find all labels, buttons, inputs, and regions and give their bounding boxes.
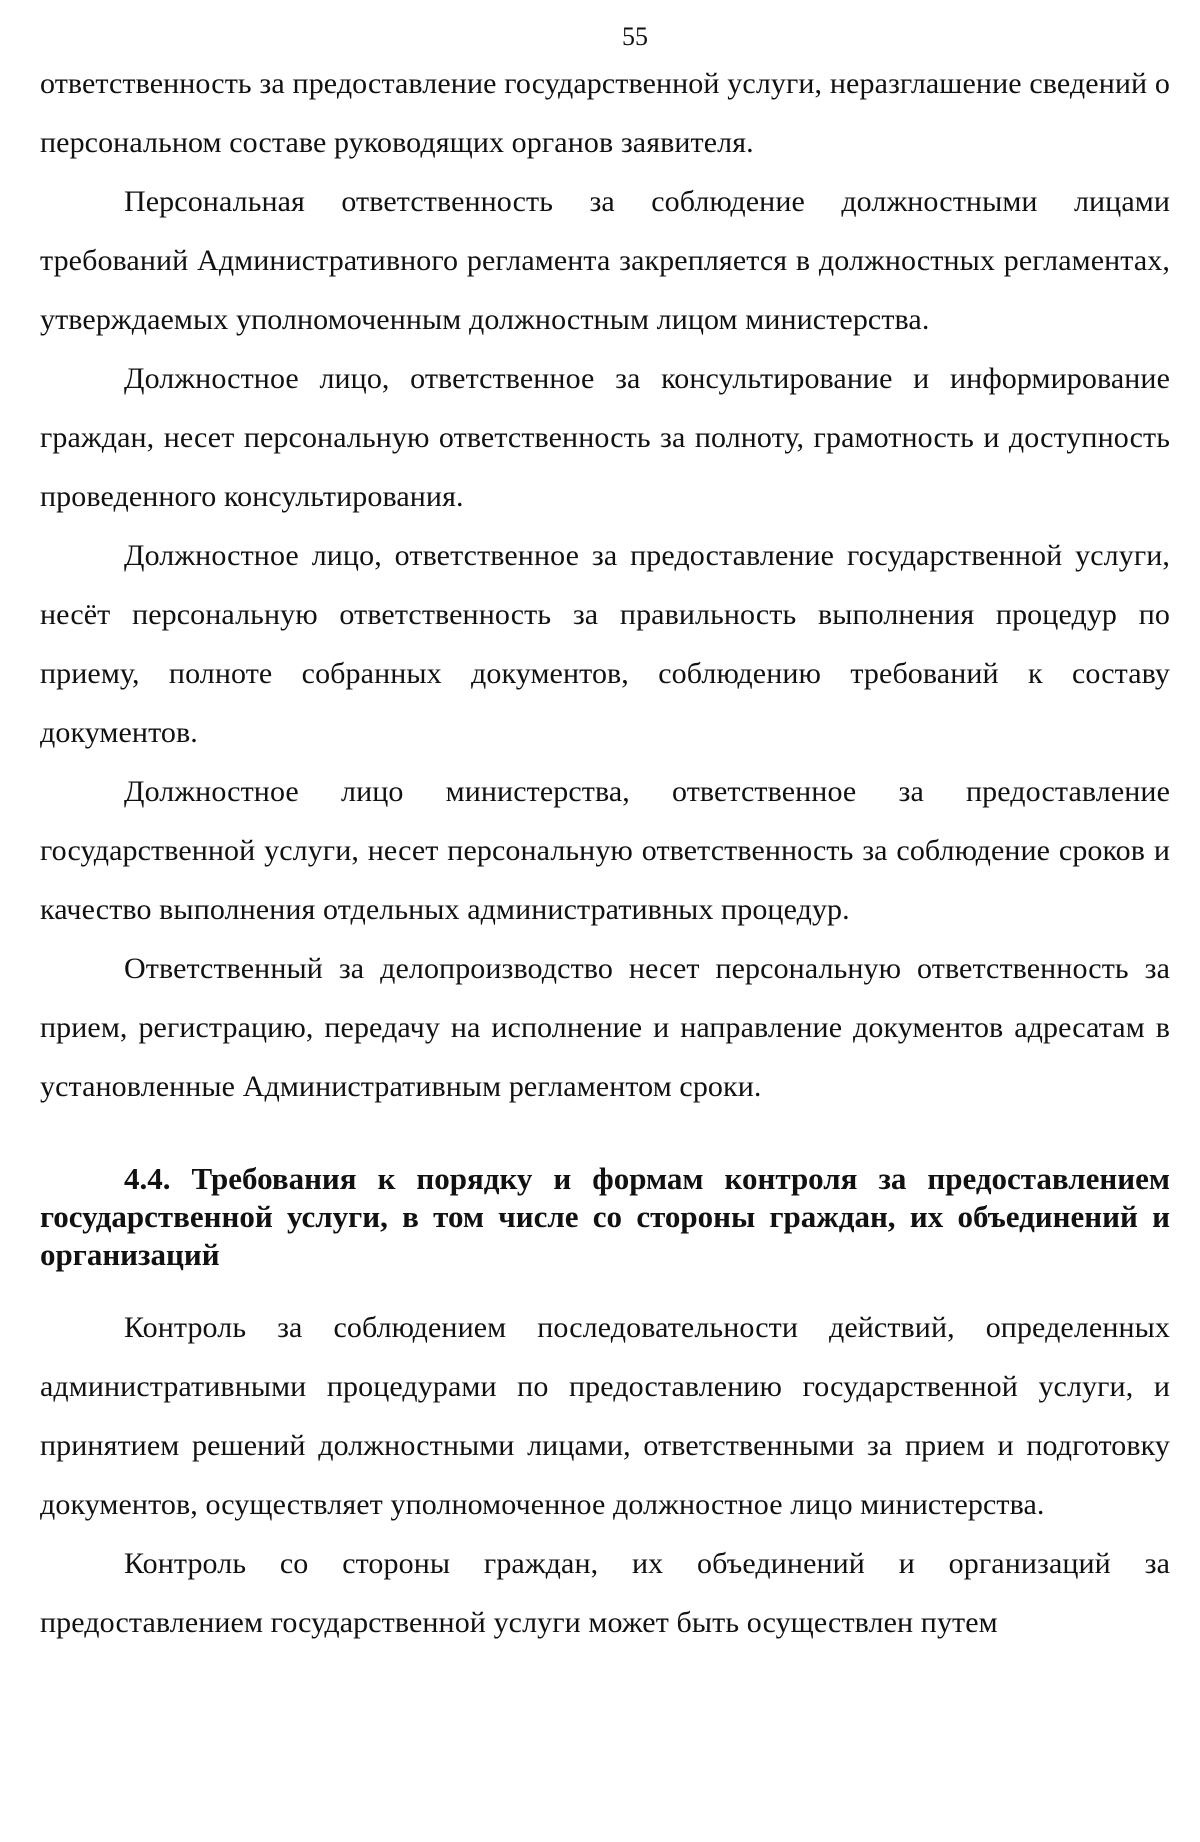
paragraph-continuation: ответственность за предоставление государственной услуги, неразглашение сведений о персональном составе руководящих органов заявителя. <box>40 67 1170 159</box>
paragraph-personal-responsibility: Персональная ответственность за соблюдение должностными лицами требований Административного регламента закрепляется в должностных регламентах, утверждаемых уполномоченным должностным лицом министерства. <box>40 185 1170 336</box>
document-page <box>40 0 1170 1652</box>
paragraph-ministry-official: Должностное лицо министерства, ответственное за предоставление государственной услуги, несет персональную ответственность за соблюдение сроков и качество выполнения отдельных административных процедур. <box>40 775 1170 926</box>
paragraph-service-official: Должностное лицо, ответственное за предоставление государственной услуги, несёт персональную ответственность за правильность выполнения процедур по приему, полноте собранных документов, соблюдению требований к составу документов. <box>40 539 1170 749</box>
paragraph-citizen-control: Контроль со стороны граждан, их объединений и организаций за предоставлением государственной услуги может быть осуществлен путем <box>40 1547 1170 1639</box>
paragraph-control-sequence: Контроль за соблюдением последовательности действий, определенных административными процедурами по предоставлению государственной услуги, и принятием решений должностными лицами, ответственными за прием и подготовку документов, осуществляет уполномоченное должностное лицо министерства. <box>40 1311 1170 1521</box>
section-heading: 4.4. Требования к порядку и формам контроля за предоставлением государственной услуги, в том числе со стороны граждан, их объединений и организаций <box>40 1161 1170 1272</box>
paragraph-records-official: Ответственный за делопроизводство несет персональную ответственность за прием, регистрацию, передачу на исполнение и направление документов адресатам в установленные Административным регламентом сроки. <box>40 952 1170 1103</box>
paragraph-consulting-official: Должностное лицо, ответственное за консультирование и информирование граждан, несет персональную ответственность за полноту, грамотность и доступность проведенного консультирования. <box>40 362 1170 513</box>
page-number: 55 <box>622 22 648 51</box>
